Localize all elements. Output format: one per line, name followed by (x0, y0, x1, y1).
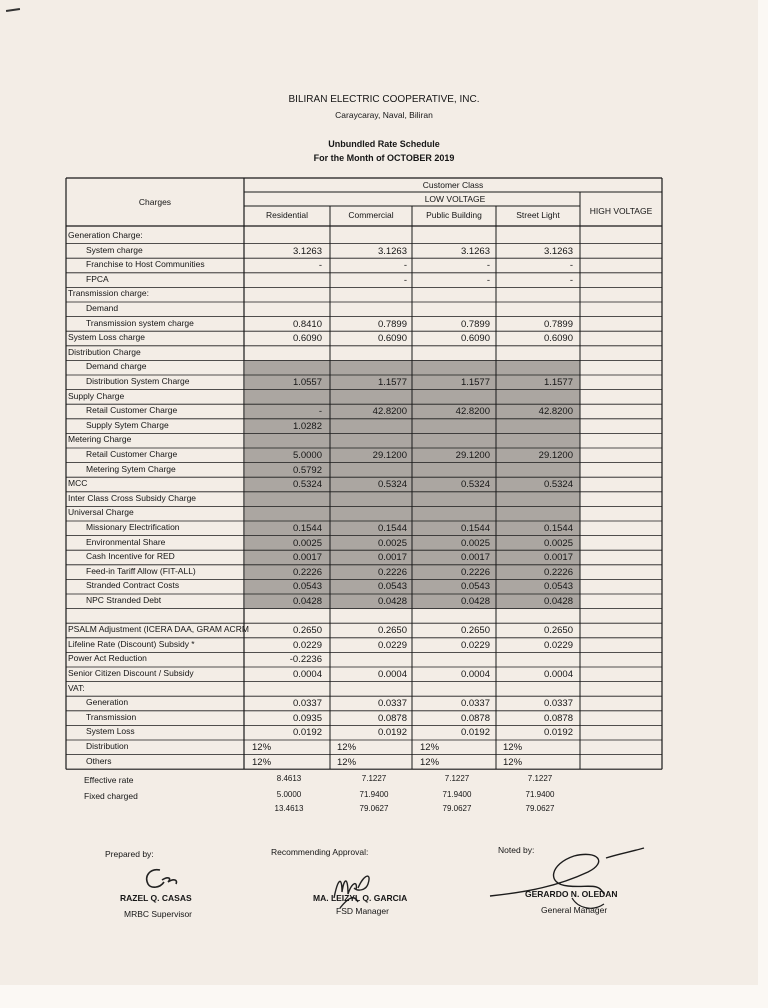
prepared-by-name: RAZEL Q. CASAS (120, 893, 192, 903)
rate-value: 29.1200 (455, 450, 490, 461)
recommending-approval-label: Recommending Approval: (271, 847, 369, 857)
summary-value: 71.9400 (442, 790, 472, 799)
rate-value: 3.1263 (460, 245, 490, 257)
rate-value: 0.1544 (460, 523, 490, 534)
rate-value: 0.2226 (543, 566, 573, 578)
rate-value: 0.7899 (377, 318, 407, 330)
row-label: Cash Incentive for RED (86, 551, 175, 562)
row-label: Power Act Reduction (68, 653, 147, 664)
noted-by-name: GERARDO N. OLEDAN (525, 889, 618, 899)
summary-value: 5.0000 (276, 790, 302, 799)
column-street-light: Street Light (516, 210, 560, 220)
rate-value: 0.1544 (292, 523, 322, 534)
row-label: Inter Class Cross Subsidy Charge (68, 492, 197, 503)
organization-address: Caraycaray, Naval, Biliran (335, 110, 433, 120)
rate-value: 0.8410 (292, 318, 322, 330)
row-label: PSALM Adjustment (ICERA DAA, GRAM ACRM (68, 624, 249, 635)
rate-value: 3.1263 (543, 245, 573, 257)
row-label: System Loss (86, 726, 135, 737)
rate-value: 0.0004 (292, 669, 322, 680)
rate-value: 3.1263 (292, 245, 322, 257)
summary-value: 8.4613 (276, 774, 302, 783)
rate-value: 29.1200 (538, 450, 573, 461)
rate-value: 0.0004 (377, 669, 407, 680)
rate-value: 0.0878 (543, 712, 573, 724)
document-period: For the Month of OCTOBER 2019 (313, 153, 455, 163)
recommending-name: MA. LEIZYL Q. GARCIA (313, 893, 408, 903)
rate-value: 0.0337 (292, 698, 322, 710)
row-label: Supply Charge (68, 390, 125, 401)
column-public-building: Public Building (426, 210, 482, 220)
row-label: Metering Charge (68, 434, 132, 445)
rate-value: 0.6090 (292, 333, 322, 345)
row-label: Franchise to Host Communities (86, 259, 205, 270)
rate-value: 12% (337, 756, 357, 768)
noted-by-position: General Manager (541, 905, 608, 915)
row-label: Generation (86, 697, 129, 708)
rate-value: 12% (420, 756, 440, 768)
rate-value: 0.0025 (377, 537, 407, 549)
rate-value: 0.0017 (460, 552, 490, 564)
row-label: Retail Customer Charge (86, 449, 178, 459)
summary-value: 7.1227 (527, 774, 553, 783)
rate-value: 12% (252, 756, 272, 768)
rate-value: 0.0935 (292, 712, 322, 724)
rate-value: 1.1577 (377, 377, 407, 388)
row-label: System charge (86, 244, 143, 255)
summary-label: Effective rate (84, 775, 134, 785)
rate-value: 12% (503, 742, 523, 753)
row-label: Distribution Charge (68, 346, 141, 357)
rate-value: 1.1577 (543, 377, 573, 388)
rate-value: 0.6090 (377, 333, 407, 345)
rate-value: 0.0428 (377, 596, 407, 607)
rate-value: 0.5324 (543, 479, 573, 491)
rate-value: 42.8200 (372, 406, 407, 418)
row-label: MCC (68, 478, 88, 489)
row-label: Transmission (86, 711, 137, 722)
rate-value: 0.1544 (377, 523, 407, 534)
rate-value: 1.1577 (460, 377, 490, 388)
rate-value: 0.0192 (377, 727, 407, 739)
rate-value: 42.8200 (538, 406, 573, 418)
rate-value: 0.0017 (292, 552, 322, 564)
rate-value: 0.2650 (460, 625, 490, 637)
rate-value: 0.0337 (460, 698, 490, 710)
rate-value: 12% (503, 756, 523, 768)
row-label: Distribution (86, 741, 129, 751)
rate-value: 0.2650 (292, 625, 322, 637)
rate-value: 0.5792 (292, 464, 322, 476)
rate-value: 0.2650 (377, 625, 407, 637)
row-label: Retail Customer Charge (86, 405, 178, 416)
prepared-by-signature (138, 864, 184, 894)
rate-value: 0.0192 (543, 727, 573, 739)
row-label: Demand charge (86, 361, 147, 372)
rate-value: 0.5324 (377, 479, 407, 491)
rate-value: - (486, 274, 490, 286)
rate-value: 0.0337 (543, 698, 573, 710)
rate-value: 0.1544 (543, 523, 573, 534)
rate-value: 0.6090 (460, 333, 490, 345)
row-label: Transmission charge: (68, 288, 149, 299)
summary-value: 71.9400 (525, 790, 555, 799)
rate-value: 0.0543 (377, 581, 407, 593)
rate-value: 0.0004 (460, 669, 490, 680)
organization-name: BILIRAN ELECTRIC COOPERATIVE, INC. (288, 94, 480, 105)
rate-value: 0.0428 (460, 596, 490, 607)
rate-value: 0.6090 (543, 333, 573, 345)
row-label: Universal Charge (68, 507, 134, 518)
rate-value: 0.0017 (377, 552, 407, 564)
rate-value: 0.0017 (543, 552, 573, 564)
rate-value: 0.0428 (292, 596, 322, 607)
rate-value: - (318, 406, 322, 418)
row-label: Distribution System Charge (86, 376, 190, 386)
row-label: VAT: (68, 682, 85, 693)
rate-value: 1.0282 (292, 420, 322, 432)
summary-value: 7.1227 (361, 774, 387, 783)
column-commercial: Commercial (348, 210, 394, 220)
row-label: FPCA (86, 273, 109, 284)
summary-value: 71.9400 (359, 790, 389, 799)
rate-value: 0.7899 (460, 318, 490, 330)
rate-value: 0.2226 (460, 566, 490, 578)
prepared-by-label: Prepared by: (105, 849, 154, 859)
customer-class-header: Customer Class (422, 180, 484, 190)
row-label: Environmental Share (86, 536, 166, 547)
rate-value: 0.5324 (292, 479, 322, 491)
rate-value: 3.1263 (377, 245, 407, 257)
rate-value: 0.0229 (292, 639, 322, 651)
row-label: Feed-in Tariff Allow (FIT-ALL) (86, 565, 196, 576)
rate-value: 0.0543 (460, 581, 490, 593)
rate-value: 29.1200 (372, 450, 407, 461)
rate-value: 0.0337 (377, 698, 407, 710)
rate-value: 0.7899 (543, 318, 573, 330)
row-label: Transmission system charge (86, 317, 194, 328)
rate-value: 0.0229 (460, 639, 490, 651)
summary-value: 79.0627 (442, 804, 472, 813)
column-high-voltage: HIGH VOLTAGE (589, 206, 653, 216)
rate-value: 12% (252, 742, 272, 753)
row-label: Demand (86, 303, 119, 313)
row-label: Stranded Contract Costs (86, 580, 180, 591)
rate-value: 0.2226 (377, 566, 407, 578)
row-label: NPC Stranded Debt (86, 595, 162, 605)
charges-header: Charges (138, 197, 172, 207)
rate-value: - (403, 260, 407, 272)
recommending-position: FSD Manager (336, 906, 389, 916)
rate-value: 0.0428 (543, 596, 573, 607)
rate-value: 1.0557 (292, 377, 322, 388)
rate-value: 12% (337, 742, 357, 753)
summary-label: Fixed charged (84, 791, 138, 801)
rate-value: 42.8200 (455, 406, 490, 418)
rate-value: 0.0192 (292, 727, 322, 739)
rate-value: 5.0000 (292, 450, 322, 461)
rate-value: 0.0025 (460, 537, 490, 549)
rate-value: 0.2650 (543, 625, 573, 637)
rate-value: - (318, 260, 322, 272)
rate-value: - (569, 274, 573, 286)
document-title: Unbundled Rate Schedule (328, 139, 440, 149)
rate-value: 0.0543 (543, 581, 573, 593)
rate-value: -0.2236 (289, 654, 322, 666)
rate-value: 0.0025 (292, 537, 322, 549)
row-label: Lifeline Rate (Discount) Subsidy * (68, 638, 195, 649)
rate-value: 0.0192 (460, 727, 490, 739)
rate-value: 0.0025 (543, 537, 573, 549)
noted-by-label: Noted by: (498, 845, 535, 855)
row-label: Metering Sytem Charge (86, 463, 176, 474)
rate-value: 0.0878 (377, 712, 407, 724)
rate-value: - (569, 260, 573, 272)
rate-value: 0.0229 (377, 639, 407, 651)
row-label: System Loss charge (68, 332, 146, 343)
rate-value: 0.2226 (292, 566, 322, 578)
rate-value: 0.0878 (460, 712, 490, 724)
rate-value: - (403, 274, 407, 286)
row-label: Senior Citizen Discount / Subsidy (68, 668, 194, 678)
row-label: Others (86, 755, 112, 766)
summary-value: 79.0627 (525, 804, 555, 813)
rate-value: 12% (420, 742, 440, 753)
rate-value: 0.0543 (292, 581, 322, 593)
rate-value: 0.0229 (543, 639, 573, 651)
low-voltage-header: LOW VOLTAGE (424, 194, 486, 204)
rate-value: 0.5324 (460, 479, 490, 491)
row-label: Supply Sytem Charge (86, 419, 169, 430)
row-label: Missionary Electrification (86, 522, 180, 532)
summary-value: 13.4613 (274, 804, 304, 813)
rate-value: 0.0004 (543, 669, 573, 680)
summary-value: 79.0627 (359, 804, 389, 813)
prepared-by-position: MRBC Supervisor (124, 909, 193, 919)
summary-value: 7.1227 (444, 774, 470, 783)
column-residential: Residential (265, 210, 309, 220)
row-label: Generation Charge: (68, 230, 143, 240)
rate-value: - (486, 260, 490, 272)
